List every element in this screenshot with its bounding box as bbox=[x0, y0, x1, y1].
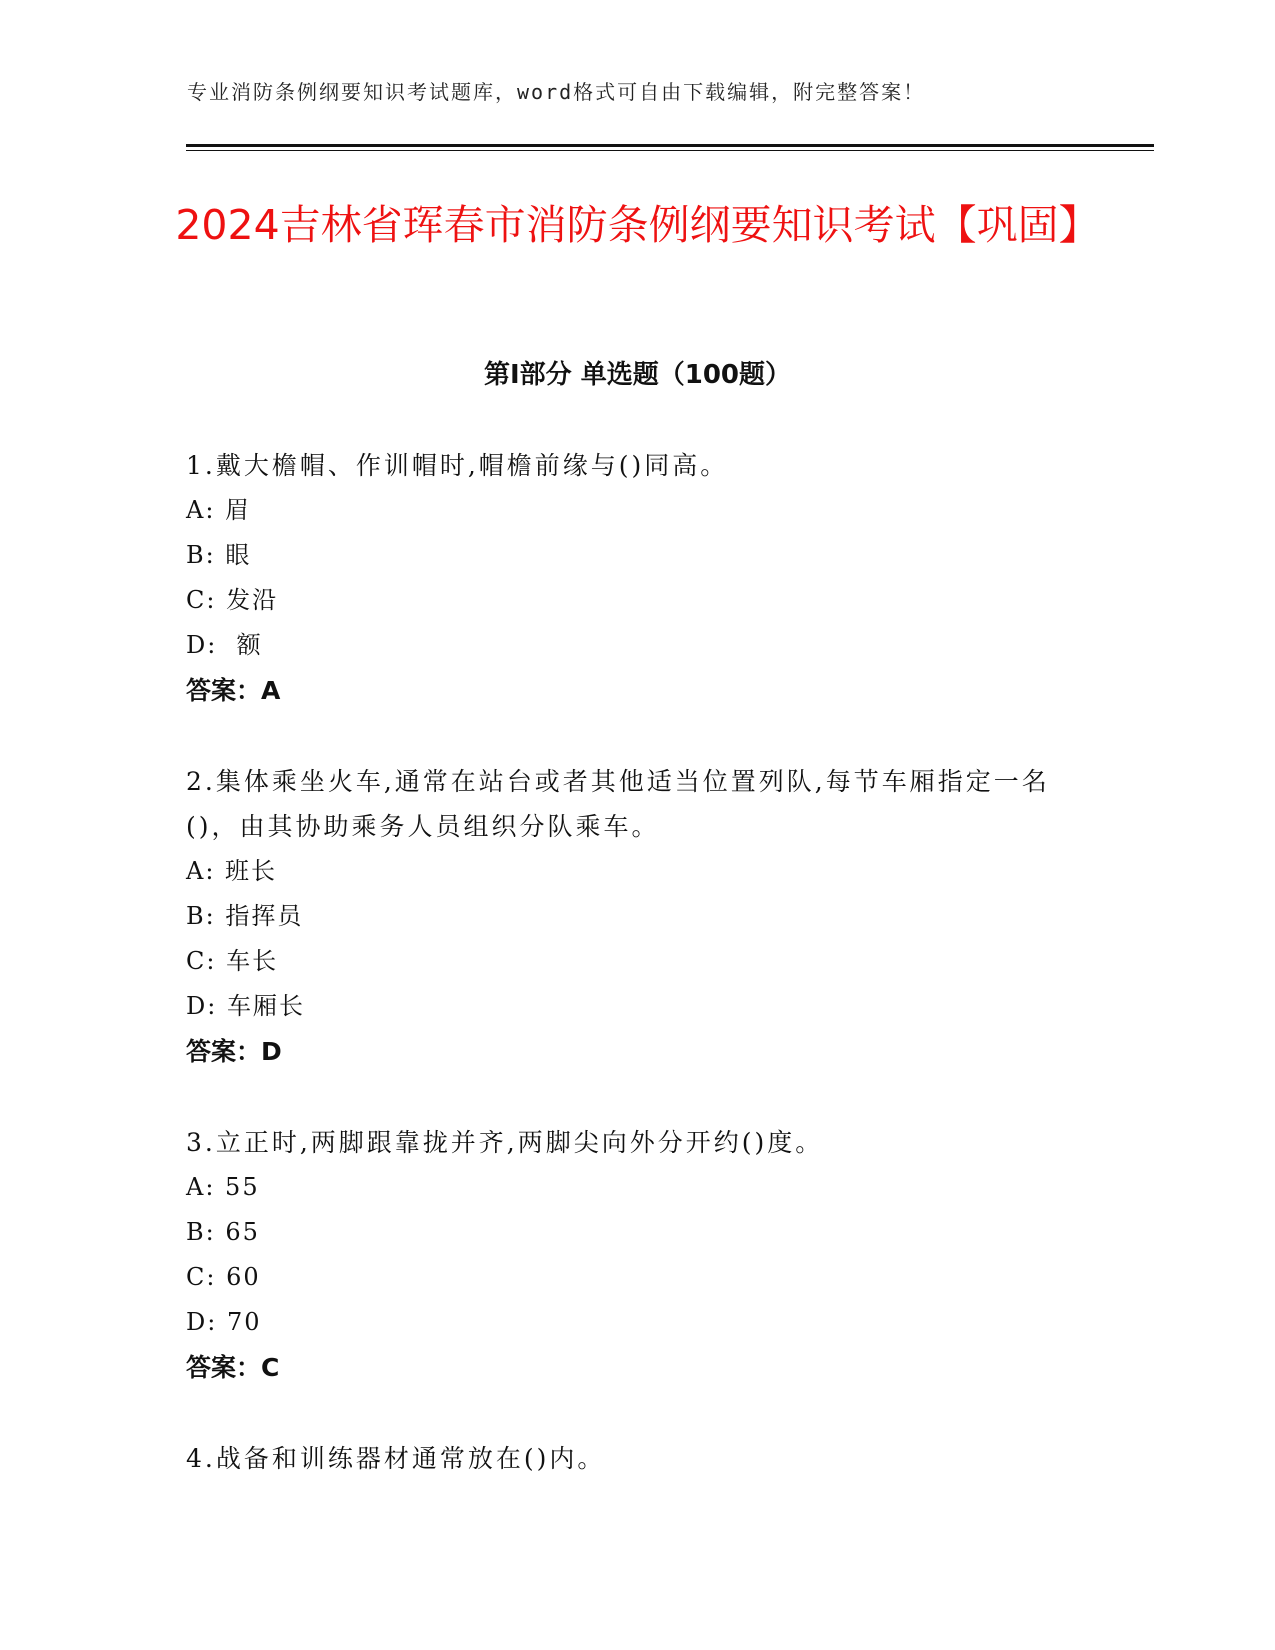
option-a: A: 班长 bbox=[186, 857, 278, 885]
question-3 bbox=[186, 1120, 1086, 1390]
option-c: C: 60 bbox=[186, 1263, 261, 1291]
option-d: D: 额 bbox=[186, 631, 263, 659]
section-title: 第Ⅰ部分 单选题（100题） bbox=[484, 360, 791, 390]
option-d: D: 70 bbox=[186, 1308, 262, 1336]
question-spacer bbox=[186, 1390, 1086, 1436]
question-stem: 3.立正时,两脚跟靠拢并齐,两脚尖向外分开约()度。 bbox=[186, 1128, 824, 1157]
option-a: A: 55 bbox=[186, 1173, 260, 1201]
answer-line: 答案：C bbox=[186, 1353, 280, 1382]
option-b: B: 眼 bbox=[186, 541, 252, 569]
answer-line: 答案：A bbox=[186, 676, 281, 705]
header-text: 专业消防条例纲要知识考试题库，word格式可自由下载编辑，附完整答案！ bbox=[187, 80, 926, 104]
question-1 bbox=[186, 443, 1086, 713]
question-2 bbox=[186, 759, 1086, 1074]
question-spacer bbox=[186, 713, 1086, 759]
question-stem: 4.战备和训练器材通常放在()内。 bbox=[186, 1444, 606, 1473]
option-b: B: 指挥员 bbox=[186, 902, 304, 930]
option-c: C: 车长 bbox=[186, 947, 279, 975]
option-c: C: 发沿 bbox=[186, 586, 279, 614]
question-4 bbox=[186, 1436, 1086, 1481]
question-stem: 1.戴大檐帽、作训帽时,帽檐前缘与()同高。 bbox=[186, 451, 729, 480]
option-a: A: 眉 bbox=[186, 496, 252, 524]
question-spacer bbox=[186, 1074, 1086, 1120]
option-b: B: 65 bbox=[186, 1218, 260, 1246]
header-rule-thin bbox=[186, 150, 1154, 151]
answer-line: 答案：D bbox=[186, 1037, 282, 1066]
header-rule-thick bbox=[186, 144, 1154, 147]
option-d: D: 车厢长 bbox=[186, 992, 305, 1020]
question-stem: 2.集体乘坐火车,通常在站台或者其他适当位置列队,每节车厢指定一名()，由其协助乘务人员组织分队乘车。 bbox=[186, 767, 1050, 841]
question-list bbox=[186, 443, 1086, 1481]
document-title: 2024吉林省珲春市消防条例纲要知识考试【巩固】 bbox=[175, 201, 1100, 249]
